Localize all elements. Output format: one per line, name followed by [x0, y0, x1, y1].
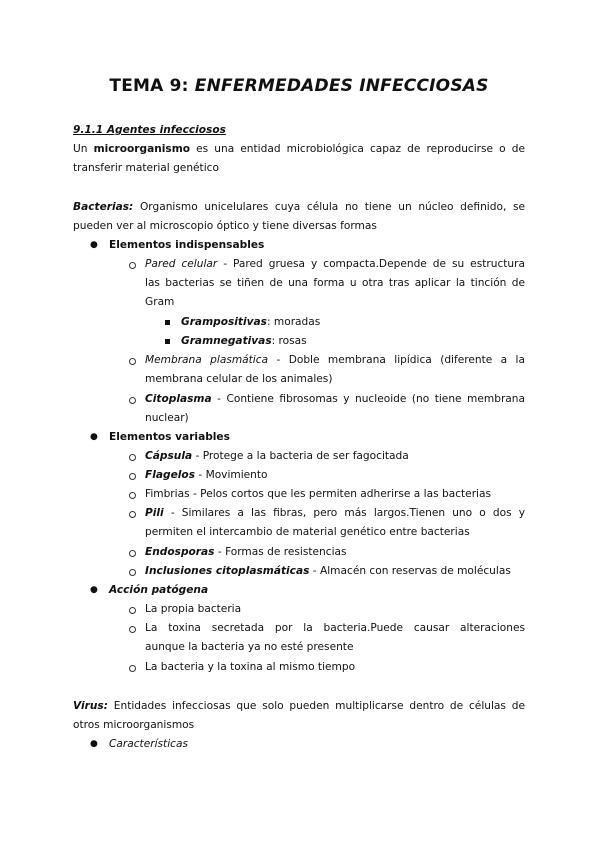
accion-item-3: La bacteria y la toxina al mismo tiempo: [145, 661, 356, 673]
intro-line-2: transferir material genético: [73, 162, 219, 174]
flagelos-item: Flagelos - Movimiento: [145, 469, 268, 481]
capsula-item: Cápsula - Protege a la bacteria de ser fagocitada: [145, 450, 409, 462]
bullet-icon: ●: [90, 240, 98, 250]
circle-bullet-icon: [129, 358, 136, 365]
variables-label: Elementos variables: [109, 431, 230, 443]
page-title: TEMA 9: ENFERMEDADES INFECCIOSAS: [109, 76, 489, 96]
caracteristicas-label: Características: [109, 738, 188, 750]
circle-bullet-icon: [129, 626, 136, 633]
accion-item-1: La propia bacteria: [145, 603, 242, 615]
membrana-line-2: membrana celular de los animales): [145, 373, 333, 385]
bacterias-line-2: pueden ver al microscopio óptico y tiene diversas formas: [73, 220, 377, 232]
accion-label: Acción patógena: [109, 584, 209, 596]
pared-line-2: las bacterias se tiñen de una forma u otra tras aplicar la tinción de: [145, 277, 525, 289]
pared-line-1: Pared celular - Pared gruesa y compacta.Depende de su estructura: [145, 258, 525, 270]
endosporas-item: Endosporas - Formas de resistencias: [145, 546, 347, 558]
inclusiones-item: Inclusiones citoplasmáticas - Almacén con reservas de moléculas: [145, 565, 511, 577]
circle-bullet-icon: [129, 262, 136, 269]
membrana-line-1: Membrana plasmática - Doble membrana lipídica (diferente a la: [145, 354, 525, 366]
accion-item-2-line-2: aunque la bacteria ya no esté presente: [145, 641, 354, 653]
fimbrias-item: Fimbrias - Pelos cortos que les permiten adherirse a las bacterias: [145, 488, 492, 500]
pili-line-2: permiten el intercambio de material genético entre bacterias: [145, 526, 470, 538]
circle-bullet-icon: [129, 511, 136, 518]
circle-bullet-icon: [129, 492, 136, 499]
section-heading: 9.1.1 Agentes infecciosos: [73, 124, 226, 136]
circle-bullet-icon: [129, 454, 136, 461]
circle-bullet-icon: [129, 665, 136, 672]
pili-line-1: Pili - Similares a las fibras, pero más largos.Tienen uno o dos y: [145, 507, 525, 519]
bullet-icon: ●: [90, 432, 98, 442]
virus-line-2: otros microorganismos: [73, 719, 195, 731]
square-bullet-icon: [165, 339, 170, 344]
intro-line-1: Un microorganismo es una entidad microbiológica capaz de reproducirse o de: [73, 143, 525, 155]
gramnegativas-item: Gramnegativas: rosas: [181, 335, 307, 347]
bacterias-line-1: Bacterias: Organismo unicelulares cuya célula no tiene un núcleo definido, se: [73, 201, 526, 213]
circle-bullet-icon: [129, 473, 136, 480]
indispensables-label: Elementos indispensables: [109, 239, 265, 251]
bullet-icon: ●: [90, 739, 98, 749]
circle-bullet-icon: [129, 607, 136, 614]
circle-bullet-icon: [129, 397, 136, 404]
citoplasma-line-1: Citoplasma - Contiene fibrosomas y nucleoide (no tiene membrana: [145, 393, 525, 405]
grampositivas-item: Grampositivas: moradas: [181, 316, 321, 328]
square-bullet-icon: [165, 320, 170, 325]
accion-item-2-line-1: La toxina secretada por la bacteria.Puede causar alteraciones: [145, 622, 525, 634]
bullet-icon: ●: [90, 585, 98, 595]
pared-line-3: Gram: [145, 296, 175, 308]
circle-bullet-icon: [129, 550, 136, 557]
circle-bullet-icon: [129, 569, 136, 576]
citoplasma-line-2: nuclear): [145, 412, 189, 424]
virus-line-1: Virus: Entidades infecciosas que solo pueden multiplicarse dentro de células de: [73, 700, 525, 712]
